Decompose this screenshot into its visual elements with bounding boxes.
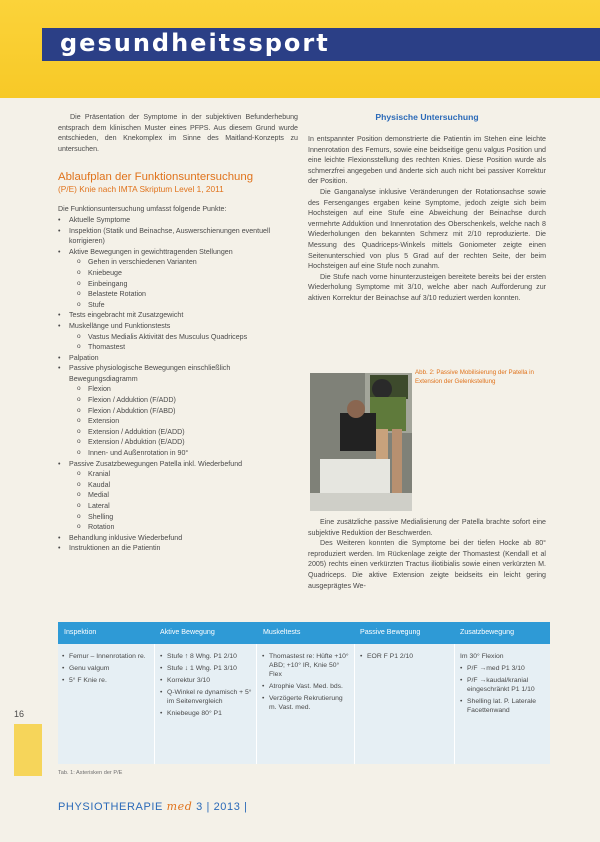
- exam-sublist-item: o Kranial: [73, 469, 298, 480]
- exam-list-item-label: Passive physiologische Bewegungen einschließlich Bewegungsdiagramm: [69, 364, 231, 383]
- exam-paragraph-1: In entspannter Position demonstrierte die Patientin im Stehen eine leichte Innenrotation des Femurs, sowie eine beidseitige genu valgus Position und eine leichte Flexionsstellung des rechten Knies. Diese Position wurde als schmerzfrei angegeben und änderte sich auch nicht bei passiver Korrektur der Position.: [308, 135, 546, 186]
- exam-list-item-label: Palpation: [69, 353, 99, 362]
- section-title-bar: [42, 28, 600, 61]
- exam-list-item: [58, 543, 298, 554]
- exam-list-item: [58, 247, 298, 311]
- table-cell-passive: [360, 652, 452, 664]
- table-cell-inspection: [62, 652, 152, 688]
- exam-list-item-label: Inspektion (Statik und Beinachse, Auswerschienungen eventuell korrigieren): [69, 226, 271, 246]
- exam-sublist-item: o Shelling: [73, 512, 298, 523]
- exam-sublist-item: o Lateral: [73, 501, 298, 512]
- table-entry: • Thomastest re: Hüfte +10° ABD; +10° IR, Knie 50° Flex: [262, 652, 352, 679]
- table-cell-muscle: [262, 652, 352, 715]
- exam-paragraph-4: Eine zusätzliche passive Medialisierung der Patella brachte sofort eine subjektive Reduktion der Beschwerden.: [308, 518, 546, 537]
- photo-illustration: [310, 373, 412, 511]
- exam-sublist-item: o Flexion / Abduktion (F/ABD): [73, 406, 298, 417]
- exam-list-item: [58, 226, 298, 247]
- exam-paragraph-3: Die Stufe nach vorne hinunterzusteigen bereitete bereits bei der ersten Wiederholung Symptome mit 3/10, welche aber nach Aufforderung zur aktiven Korrektur der Beinachse auf 3/10 reduziert werden konnten.: [308, 272, 546, 302]
- table-divider: [154, 644, 155, 764]
- footer: [58, 800, 248, 813]
- inspection-list: [62, 652, 152, 685]
- exam-list-item-label: Aktive Bewegungen in gewichttragenden Stellungen: [69, 247, 233, 256]
- exam-sublist: [73, 384, 298, 458]
- photo-caption: Abb. 2: Passive Mobilisierung der Patella in Extension der Gelenkstellung: [415, 369, 535, 385]
- exam-list-item-label: Passive Zusatzbewegungen Patella inkl. Wiederbefund: [69, 459, 243, 468]
- table-entry: • Verzögerte Rekrutierung m. Vast. med.: [262, 694, 352, 712]
- exam-list-item: [58, 215, 298, 226]
- exam-sublist-item: o Thomastest: [73, 342, 298, 353]
- table-entry: • Korrektur 3/10: [160, 676, 252, 685]
- exam-sublist-item: o Gehen in verschiedenen Varianten: [73, 257, 298, 268]
- table-divider: [354, 644, 355, 764]
- exam-list-item: [58, 353, 298, 364]
- table-header-active: Aktive Bewegung: [160, 628, 215, 636]
- exam-sublist: [73, 469, 298, 533]
- exam-sublist-item: o Einbeingang: [73, 279, 298, 290]
- right-column: [308, 112, 546, 304]
- table-header-muscle: Muskeltests: [263, 628, 301, 636]
- exam-list-item: [58, 363, 298, 458]
- table-entry: • Kniebeuge 80° P1: [160, 709, 252, 718]
- exam-list-item: [58, 321, 298, 353]
- exam-sublist-item: o Belastete Rotation: [73, 289, 298, 300]
- exam-sublist-item: o Flexion: [73, 384, 298, 395]
- exam-list-item-label: Muskellänge und Funktionstests: [69, 321, 171, 330]
- accessory-position: Im 30° Flexion: [460, 653, 504, 660]
- passive-movement-list: [360, 652, 452, 661]
- patella-mobilisation-photo: [310, 373, 412, 511]
- muscle-test-list: [262, 652, 352, 712]
- exam-sublist-item: o Stufe: [73, 300, 298, 311]
- exam-sublist-item: o Innen- und Außenrotation in 90°: [73, 448, 298, 459]
- exam-list-item-label: Aktuelle Symptome: [69, 215, 131, 224]
- exam-list-item: [58, 533, 298, 544]
- page-number-bar: [14, 724, 42, 776]
- table-entry: • Shelling lat. P. Laterale Facettenwand: [460, 697, 548, 715]
- intro-paragraph: Die Präsentation der Symptome in der subjektiven Befunderhebung entsprach dem klinischen Muster eines PFPS. Aus diesem Grund wurde entschieden, den Knekomplex im Sinne des Maitland-Konzepts zu untersuchen.: [58, 113, 298, 153]
- exam-sublist-item: o Extension / Abduktion (E/ADD): [73, 437, 298, 448]
- table-divider: [256, 644, 257, 764]
- findings-table: [58, 622, 550, 764]
- exam-list-item-label: Tests eingebracht mit Zusatzgewicht: [69, 311, 184, 320]
- physical-exam-heading: Physische Untersuchung: [375, 112, 479, 122]
- exam-sublist: [73, 257, 298, 310]
- exam-sublist-item: o Rotation: [73, 522, 298, 533]
- table-entry: • 5° F Knie re.: [62, 676, 152, 685]
- section-title: gesundheitssport: [60, 29, 330, 57]
- exam-list-item-label: Behandlung inklusive Wiederbefund: [69, 533, 183, 542]
- right-column-bottom: [308, 517, 546, 591]
- table-header-inspection: Inspektion: [64, 628, 97, 636]
- table-cell-accessory: [460, 652, 548, 718]
- list-intro: Die Funktionsuntersuchung umfasst folgende Punkte:: [58, 205, 227, 214]
- table-entry: • P/F →kaudal/kranial eingeschränkt P1 1/10: [460, 676, 548, 694]
- exam-sublist-item: o Extension / Adduktion (E/ADD): [73, 427, 298, 438]
- footer-brand-med: med: [166, 800, 193, 813]
- exam-list: [58, 215, 298, 554]
- exam-list-item-label: Instruktionen an die Patientin: [69, 544, 161, 553]
- table-entry: • Q-Winkel re dynamisch + 5° im Seitenvergleich: [160, 688, 252, 706]
- exam-sublist-item: o Flexion / Adduktion (F/ADD): [73, 395, 298, 406]
- exam-paragraph-2: Die Ganganalyse inklusive Veränderungen der Rotationsachse sowie des Fersenganges ergaben keine Symptome, jedoch zeigte sich beim Hochsteigen auf eine Stufe eine Abweichung der Beinachse durch vermehrte Adduktion und Innenrotation des Oberschenkels, welche nach 8 Wiederholungen den bekannten Schmerz mit 2/10 reproduzierte. Die Messung des Quadriceps-Winkels mittels Goniometer zeigte einen Seitenunterschied von plus 5 Grad auf der rechten Seite, der beim Hochsteigen auf eine Stufe noch zunahm.: [308, 187, 546, 271]
- table-entry: • EOR F P1 2/10: [360, 652, 452, 661]
- section-heading: Ablaufplan der Funktionsuntersuchung: [58, 171, 254, 184]
- table-cell-active: [160, 652, 252, 721]
- table-header-accessory: Zusatzbewegung: [460, 628, 515, 636]
- exam-sublist-item: o Extension: [73, 416, 298, 427]
- exam-sublist-item: o Vastus Medialis Aktivität des Musculus Quadriceps: [73, 332, 298, 343]
- section-subheading: (P/E) Knie nach IMTA Skriptum Level 1, 2011: [58, 184, 224, 195]
- table-entry: • Stufe ↑ 8 Whg. P1 2/10: [160, 652, 252, 661]
- exam-sublist: [73, 332, 298, 353]
- table-divider: [454, 644, 455, 764]
- accessory-movement-list: [460, 664, 548, 715]
- table-entry: • P/F →med P1 3/10: [460, 664, 548, 673]
- active-movement-list: [160, 652, 252, 718]
- exam-list-item: [58, 310, 298, 321]
- left-column: [58, 112, 298, 554]
- table-caption: Tab. 1: Asterisken der P/E: [58, 770, 123, 776]
- exam-list-item: [58, 459, 298, 533]
- table-header-row: [58, 622, 550, 644]
- exam-sublist-item: o Kniebeuge: [73, 268, 298, 279]
- exam-paragraph-5: Des Weiteren konnten die Symptome bei der tiefen Hocke ab 80° reproduziert werden. Im Rückenlage zeigte der Thomastest (Kendall et al 2005) rechts einen verkürzten Tractus iliotibialis sowie einen verkürzten M. Quadriceps. Die aktive Extension zeigte beidseits ein leicht gering ausgeprägtes We-: [308, 539, 546, 590]
- exam-sublist-item: o Kaudal: [73, 480, 298, 491]
- page-number: 16: [14, 709, 25, 719]
- exam-sublist-item: o Medial: [73, 490, 298, 501]
- table-entry: • Atrophie Vast. Med. bds.: [262, 682, 352, 691]
- table-entry: • Femur – Innenrotation re.: [62, 652, 152, 661]
- table-entry: • Stufe ↓ 1 Whg. P1 3/10: [160, 664, 252, 673]
- table-header-passive: Passive Bewegung: [360, 628, 421, 636]
- table-entry: • Genu valgum: [62, 664, 152, 673]
- footer-issue: 3 | 2013 |: [196, 801, 248, 813]
- footer-brand: PHYSIOTHERAPIE: [58, 801, 163, 813]
